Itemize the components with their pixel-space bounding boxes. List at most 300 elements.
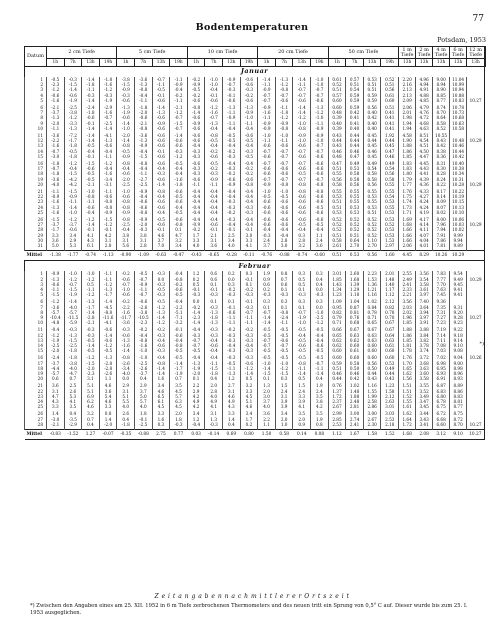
date-cell: 15 — [25, 154, 47, 159]
value-cell: -0.5 — [152, 299, 170, 304]
value-cell: 3.03 — [381, 411, 399, 416]
value-cell: -1.2 — [82, 277, 100, 282]
value-cell: -0.4 — [187, 422, 205, 427]
value-cell: -0.6 — [258, 217, 276, 222]
value-cell: -0.2 — [223, 287, 241, 292]
value-cell: 6.60 — [433, 422, 450, 427]
value-cell: -0.6 — [223, 177, 241, 182]
value-cell: -1.6 — [117, 310, 135, 315]
value-cell: 3.78 — [416, 343, 433, 348]
value-cell: 0.51 — [328, 166, 346, 171]
value-cell: -1.0 — [135, 355, 153, 360]
value-cell: -0.5 — [311, 355, 329, 360]
value-cell: 3.4 — [275, 411, 293, 416]
value-cell: -2.0 — [47, 348, 65, 353]
value-cell: 10.28 — [450, 182, 467, 187]
value-cell: 6.95 — [433, 366, 450, 371]
value-cell: 0.40 — [363, 121, 381, 126]
value-cell: 4.0 — [205, 394, 223, 399]
value-cell: 10.29 — [450, 251, 467, 261]
value-cell: -2.1 — [170, 105, 188, 110]
value-cell: 0.6 — [47, 376, 65, 381]
value-cell: 0.57 — [328, 93, 346, 98]
value-cell: 0.60 — [363, 348, 381, 353]
value-cell: -0.5 — [223, 361, 241, 366]
value-cell: -0.4 — [223, 143, 241, 148]
value-cell: -0.2 — [205, 166, 223, 171]
value-cell: -0.7 — [293, 149, 311, 154]
value-cell: -1.0 — [311, 138, 329, 143]
value-cell: 1.71 — [399, 210, 416, 215]
value-cell: -1.2 — [47, 333, 65, 338]
value-cell: 1.17 — [381, 287, 399, 292]
station-and-year: Potsdam, 1953 — [437, 36, 486, 44]
value-cell: 0.53 — [363, 194, 381, 199]
page-number: 77 — [472, 14, 484, 24]
value-cell: -0.6 — [293, 205, 311, 210]
value-cell: 0.46 — [381, 154, 399, 159]
value-cell: -5.7 — [64, 310, 82, 315]
value-cell: -0.6 — [240, 177, 258, 182]
value-cell: 7.0 — [152, 243, 170, 248]
date-cell: 19 — [25, 371, 47, 376]
value-cell: 3.6 — [47, 238, 65, 243]
value-cell: 4.85 — [416, 98, 433, 103]
value-cell: -0.6 — [152, 343, 170, 348]
value-cell: -0.8 — [117, 355, 135, 360]
value-cell: 4.96 — [416, 77, 433, 82]
date-cell: 9 — [25, 315, 47, 320]
value-cell: -0.6 — [187, 126, 205, 131]
value-cell: -0.8 — [135, 338, 153, 343]
value-cell: 10.03 — [450, 222, 467, 227]
value-cell: -0.4 — [152, 166, 170, 171]
value-cell: 0.44 — [381, 138, 399, 143]
value-cell: -1.1 — [170, 77, 188, 82]
value-cell: -0.90 — [117, 251, 135, 261]
value-cell: -0.7 — [187, 343, 205, 348]
value-cell: -0.6 — [240, 98, 258, 103]
value-cell: 1.40 — [381, 282, 399, 287]
date-cell: 20 — [25, 182, 47, 187]
value-cell: 3.43 — [416, 417, 433, 422]
value-cell: -1.6 — [117, 343, 135, 348]
value-cell: 1.50 — [258, 429, 276, 439]
value-cell: -0.4 — [152, 355, 170, 360]
value-cell: -0.4 — [240, 189, 258, 194]
value-cell: 8.70 — [433, 110, 450, 115]
value-cell: -0.9 — [135, 143, 153, 148]
depth-header: 6 m Tiefe — [450, 47, 467, 59]
value-cell: 9.49 — [450, 277, 467, 282]
value-cell: -5.7 — [47, 310, 65, 315]
value-cell: 0.42 — [346, 110, 364, 115]
value-cell: 2.09 — [399, 98, 416, 103]
value-cell: 4.91 — [416, 87, 433, 92]
value-cell: -0.3 — [275, 292, 293, 297]
value-cell: -0.7 — [293, 93, 311, 98]
value-cell: 0.3 — [311, 299, 329, 304]
value-cell: 0.58 — [328, 182, 346, 187]
value-cell: -2.2 — [170, 305, 188, 310]
value-cell: -0.5 — [258, 333, 276, 338]
value-cell: 8.22 — [433, 182, 450, 187]
value-cell: 1.1 — [258, 422, 276, 427]
value-cell: 0.48 — [328, 110, 346, 115]
value-cell: -3.0 — [47, 417, 65, 422]
value-cell: 0.42 — [363, 115, 381, 120]
value-cell: 2.70 — [363, 243, 381, 248]
value-cell: 0.51 — [328, 205, 346, 210]
date-cell: 16 — [25, 161, 47, 166]
value-cell: 0.40 — [363, 126, 381, 131]
value-cell: 4.72 — [416, 115, 433, 120]
value-cell: -1.8 — [64, 154, 82, 159]
value-cell: 0.56 — [381, 171, 399, 176]
value-cell: 8.64 — [433, 115, 450, 120]
value-cell: 0.46 — [346, 371, 364, 376]
value-cell: 1.4 — [99, 417, 117, 422]
value-cell: 0.58 — [328, 238, 346, 243]
value-cell: 0.78 — [363, 310, 381, 315]
date-cell: 8 — [25, 115, 47, 120]
value-cell: 1.09 — [328, 299, 346, 304]
value-cell: -1.3 — [311, 105, 329, 110]
value-cell: 4.9 — [223, 399, 241, 404]
value-cell: 3.1 — [47, 389, 65, 394]
date-cell: 8 — [25, 310, 47, 315]
value-cell: -0.6 — [293, 210, 311, 215]
value-cell: -1.1 — [240, 320, 258, 325]
value-cell: -1.4 — [293, 371, 311, 376]
value-cell: -1.7 — [47, 227, 65, 232]
depth-header: 10 cm Tiefe — [187, 47, 257, 59]
value-cell: 9.04 — [450, 355, 467, 360]
value-cell: -0.4 — [205, 338, 223, 343]
value-cell: -1.4 — [258, 320, 276, 325]
value-cell: 1.65 — [399, 366, 416, 371]
value-cell: 2.03 — [399, 305, 416, 310]
value-cell: 0.55 — [328, 189, 346, 194]
value-cell: 0.1 — [240, 282, 258, 287]
value-cell: -1.8 — [82, 82, 100, 87]
value-cell: -0.9 — [47, 271, 65, 276]
value-cell: 1.51 — [399, 383, 416, 388]
mean-row — [25, 429, 486, 439]
value-cell: -0.3 — [223, 292, 241, 297]
value-cell: -0.14 — [205, 429, 223, 439]
value-cell: 0.52 — [346, 227, 364, 232]
value-cell: -3.4 — [117, 366, 135, 371]
value-cell: -3.4 — [99, 177, 117, 182]
value-cell: 3.1 — [117, 238, 135, 243]
value-cell: -0.3 — [240, 305, 258, 310]
value-cell: -2.0 — [82, 366, 100, 371]
value-cell: 0.57 — [346, 77, 364, 82]
value-cell: 4.0 — [135, 404, 153, 409]
value-cell: 0.67 — [381, 320, 399, 325]
value-cell: -1.9 — [187, 366, 205, 371]
value-cell: 0.60 — [328, 105, 346, 110]
value-cell: -0.3 — [135, 227, 153, 232]
value-cell: 3.45 — [416, 404, 433, 409]
value-cell: 1.52 — [381, 429, 399, 439]
value-cell: -1.5 — [258, 371, 276, 376]
value-cell: 1.8 — [170, 417, 188, 422]
value-cell: 1.72 — [328, 394, 346, 399]
value-cell: -1.1 — [82, 87, 100, 92]
hour-header: 7h — [135, 59, 153, 67]
value-cell: 4.17 — [416, 217, 433, 222]
value-cell: -2.0 — [135, 110, 153, 115]
value-cell: 3.3 — [47, 233, 65, 238]
value-cell: -0.3 — [240, 292, 258, 297]
value-cell: 10.22 — [450, 189, 467, 194]
value-cell: -1.4 — [99, 126, 117, 131]
value-cell: 7.45 — [433, 292, 450, 297]
value-cell: 1.73 — [399, 205, 416, 210]
value-cell: -0.6 — [187, 138, 205, 143]
value-cell: 1.39 — [346, 282, 364, 287]
value-cell: 1.2 — [187, 271, 205, 276]
value-cell: -0.4 — [187, 189, 205, 194]
value-cell: -0.7 — [187, 338, 205, 343]
value-cell: 0.4 — [117, 417, 135, 422]
value-cell: -0.4 — [135, 149, 153, 154]
value-cell: 0.5 — [293, 376, 311, 381]
value-cell: -1.3 — [99, 138, 117, 143]
value-cell: -1.4 — [311, 371, 329, 376]
value-cell: 0.71 — [328, 320, 346, 325]
value-cell: 1.16 — [363, 292, 381, 297]
value-cell: -0.6 — [117, 277, 135, 282]
value-cell: 1.62 — [399, 371, 416, 376]
value-cell: 9.10 — [450, 429, 467, 439]
value-cell: 0.59 — [363, 93, 381, 98]
value-cell: -0.3 — [240, 210, 258, 215]
date-cell: 15 — [25, 348, 47, 353]
value-cell: 0.54 — [346, 87, 364, 92]
value-cell: -0.88 — [135, 429, 153, 439]
value-cell: 7.19 — [433, 327, 450, 332]
value-cell: -3.7 — [47, 361, 65, 366]
value-cell: -0.6 — [170, 189, 188, 194]
value-cell: -0.6 — [275, 171, 293, 176]
value-cell: 9.45 — [450, 282, 467, 287]
value-cell: 1.0 — [275, 422, 293, 427]
value-cell: -1.4 — [293, 110, 311, 115]
value-cell: -0.6 — [258, 205, 276, 210]
value-cell: -0.60 — [311, 251, 329, 261]
value-cell: -4.1 — [99, 320, 117, 325]
value-cell: 1.60 — [381, 251, 399, 261]
value-cell: -4.0 — [64, 305, 82, 310]
value-cell: 1.7 — [240, 417, 258, 422]
value-cell: 10.31 — [450, 177, 467, 182]
value-cell: 2.0 — [275, 417, 293, 422]
value-cell: 1.68 — [399, 222, 416, 227]
date-cell: 28 — [25, 227, 47, 232]
value-cell: -1.0 — [258, 133, 276, 138]
value-cell: -0.4 — [135, 93, 153, 98]
value-cell: 8.52 — [433, 126, 450, 131]
value-cell: 3.47 — [416, 399, 433, 404]
value-cell: 0.53 — [346, 210, 364, 215]
value-cell: 10.29 — [467, 182, 485, 187]
value-cell: 3.0 — [240, 233, 258, 238]
value-cell: -0.8 — [240, 182, 258, 187]
value-cell: 0.8 — [275, 271, 293, 276]
value-cell: 5.4 — [99, 394, 117, 399]
value-cell: -0.5 — [223, 133, 241, 138]
value-cell: 4.5 — [240, 394, 258, 399]
value-cell: -1.7 — [82, 305, 100, 310]
value-cell: 0.1 — [187, 376, 205, 381]
value-cell: -0.76 — [258, 251, 276, 261]
value-cell: 0.58 — [346, 361, 364, 366]
value-cell: 8.30 — [433, 166, 450, 171]
value-cell: 3.8 — [117, 233, 135, 238]
value-cell: 4.51 — [416, 143, 433, 148]
value-cell: 0.60 — [328, 348, 346, 353]
value-cell: -0.7 — [170, 115, 188, 120]
value-cell: 9.31 — [450, 305, 467, 310]
value-cell: -2.9 — [99, 105, 117, 110]
value-cell: 0.56 — [328, 177, 346, 182]
value-cell: -0.5 — [170, 292, 188, 297]
value-cell: 1.90 — [399, 138, 416, 143]
value-cell: -1.0 — [135, 348, 153, 353]
value-cell: -2.4 — [82, 105, 100, 110]
value-cell: 0.44 — [346, 133, 364, 138]
value-cell: 0.43 — [363, 376, 381, 381]
value-cell: -0.6 — [187, 98, 205, 103]
value-cell: -0.5 — [258, 194, 276, 199]
value-cell: -0.5 — [223, 138, 241, 143]
value-cell: -1.4 — [293, 105, 311, 110]
value-cell: -0.9 — [135, 282, 153, 287]
value-cell: 3.3 — [240, 389, 258, 394]
date-cell: 7 — [25, 305, 47, 310]
value-cell: -0.4 — [311, 333, 329, 338]
hour-header: 1h — [258, 59, 276, 67]
value-cell: -0.7 — [311, 361, 329, 366]
value-cell: -3.7 — [47, 222, 65, 227]
value-cell: 9.36 — [433, 299, 450, 304]
value-cell: 1.9 — [311, 417, 329, 422]
value-cell: -0.4 — [205, 126, 223, 131]
value-cell: -0.4 — [293, 333, 311, 338]
value-cell: -0.4 — [293, 227, 311, 232]
value-cell: -0.5 — [205, 161, 223, 166]
value-cell: -0.4 — [311, 338, 329, 343]
value-cell: -0.9 — [311, 133, 329, 138]
value-cell: 8.96 — [450, 371, 467, 376]
value-cell: 0.58 — [275, 429, 293, 439]
value-cell: -0.7 — [293, 177, 311, 182]
value-cell: 0.43 — [381, 376, 399, 381]
value-cell: -1.0 — [311, 77, 329, 82]
value-cell: 1.04 — [346, 299, 364, 304]
date-cell: 22 — [25, 194, 47, 199]
value-cell: -0.6 — [170, 217, 188, 222]
value-cell: -0.3 — [152, 171, 170, 176]
value-cell: 5.1 — [240, 399, 258, 404]
value-cell: 3.60 — [416, 371, 433, 376]
value-cell: 0.41 — [346, 121, 364, 126]
value-cell: 3.3 — [293, 394, 311, 399]
date-cell: 24 — [25, 399, 47, 404]
date-cell: 1 — [25, 271, 47, 276]
value-cell: 7.11 — [433, 338, 450, 343]
value-cell: 3.8 — [135, 233, 153, 238]
value-cell: -1.4 — [152, 105, 170, 110]
value-cell: 8.72 — [450, 417, 467, 422]
date-cell: 12 — [25, 333, 47, 338]
value-cell: -1.1 — [205, 182, 223, 187]
value-cell: 3.3 — [240, 238, 258, 243]
value-cell: 3.6 — [99, 389, 117, 394]
value-cell: -0.9 — [223, 115, 241, 120]
value-cell: 0.51 — [328, 87, 346, 92]
value-cell: 4.45 — [399, 251, 416, 261]
value-cell: -1.5 — [82, 361, 100, 366]
value-cell: 0.0 — [311, 287, 329, 292]
value-cell: 9.20 — [450, 310, 467, 315]
hour-header: 13h — [82, 59, 100, 67]
value-cell: -0.4 — [205, 194, 223, 199]
value-cell: -0.5 — [275, 333, 293, 338]
value-cell: -2.0 — [135, 222, 153, 227]
value-cell: -0.6 — [293, 154, 311, 159]
value-cell: -0.3 — [187, 154, 205, 159]
value-cell: 0.62 — [346, 338, 364, 343]
value-cell: -1.0 — [117, 189, 135, 194]
value-cell: 3.1 — [205, 411, 223, 416]
value-cell: 7.14 — [433, 333, 450, 338]
hour-header: 13h — [450, 59, 467, 67]
value-cell: -0.47 — [170, 251, 188, 261]
value-cell: 10.83 — [450, 98, 467, 103]
value-cell: 10.46 — [450, 143, 467, 148]
date-cell: 27 — [25, 417, 47, 422]
depth-header: 50 cm Tiefe — [328, 47, 398, 59]
value-cell: -4.0 — [47, 182, 65, 187]
value-cell: 3.49 — [416, 394, 433, 399]
value-cell: -1.9 — [117, 110, 135, 115]
value-cell: -1.0 — [64, 271, 82, 276]
value-cell: -1.4 — [82, 222, 100, 227]
value-cell: -1.8 — [82, 110, 100, 115]
value-cell: -1.2 — [64, 161, 82, 166]
value-cell: -1.2 — [99, 222, 117, 227]
value-cell: -0.3 — [258, 233, 276, 238]
value-cell: 2.49 — [399, 277, 416, 282]
hour-header: 13h — [416, 59, 433, 67]
value-cell: 1.88 — [399, 143, 416, 148]
value-cell: 8.70 — [450, 422, 467, 427]
value-cell: 1.80 — [399, 171, 416, 176]
value-cell: -0.3 — [311, 292, 329, 297]
value-cell: -0.7 — [311, 87, 329, 92]
value-cell: 9.89 — [450, 243, 467, 248]
value-cell: -0.1 — [99, 227, 117, 232]
value-cell: 8.90 — [433, 87, 450, 92]
value-cell: 0.8 — [99, 411, 117, 416]
value-cell: 10.44 — [450, 149, 467, 154]
value-cell: 2.9 — [135, 383, 153, 388]
value-cell: 0.6 — [258, 282, 276, 287]
